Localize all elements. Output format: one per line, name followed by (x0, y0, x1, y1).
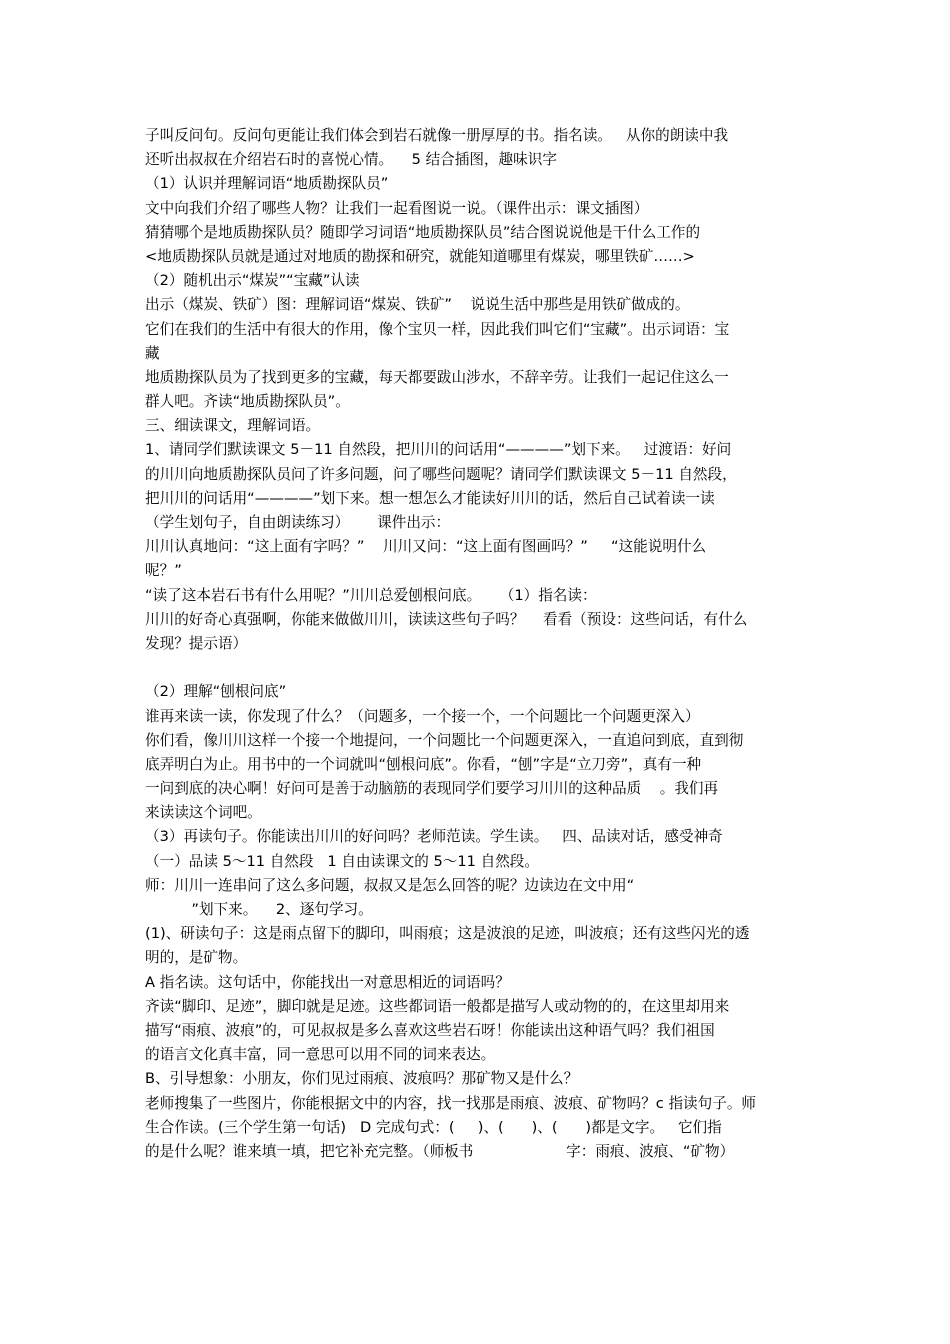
text-line: 的川川向地质勘探队员问了许多问题，问了哪些问题呢？请同学们默读课文 5－11 自然段， (145, 465, 737, 483)
text-line: （2）理解“刨根问底” (145, 683, 287, 701)
text-line (145, 656, 810, 680)
text-line: 出示（煤炭、铁矿）图：理解词语“煤炭、铁矿” 说说生活中那些是用铁矿做成的。 (145, 296, 690, 314)
text-line: 川川的好奇心真强啊，你能来做做川川，读读这些句子吗？ 看看（预设：这些问话，有什么 (145, 610, 748, 628)
text-line: 师：川川一连串问了这么多问题，叔叔又是怎么回答的呢？边读边在文中用“ (145, 876, 635, 894)
text-line: 的语言文化真丰富，同一意思可以用不同的词来表达。 (145, 1046, 496, 1064)
text-line: 藏 (145, 344, 160, 362)
document-body (145, 124, 810, 1164)
text-line: 它们在我们的生活中有很大的作用，像个宝贝一样，因此我们叫它们“宝藏”。出示词语：宝 (145, 320, 730, 338)
text-line: 川川认真地问：“这上面有字吗？” 川川又问：“这上面有图画吗？” “这能说明什么 (145, 538, 707, 556)
text-line: 一问到底的决心啊！好问可是善于动脑筋的表现同学们要学习川川的这种品质 。我们再 (145, 780, 719, 798)
text-line: 描写“雨痕、波痕”的，可见叔叔是多么喜欢这些岩石呀！你能读出这种语气吗？我们祖国 (145, 1021, 715, 1039)
text-line: 1、请同学们默读课文 5－11 自然段，把川川的问话用“————”划下来。 过渡语：好问 (145, 441, 732, 459)
text-line: 生合作读。(三个学生第一句话) D 完成句式：( )、( )、( )都是文字。 它们指 (145, 1118, 722, 1136)
text-line: B、引导想象：小朋友，你们见过雨痕、波痕吗？那矿物又是什么？ (145, 1070, 579, 1088)
text-line: （学生划句子，自由朗读练习） 课件出示： (145, 514, 451, 531)
text-line: （3）再读句子。你能读出川川的好问吗？老师范读。学生读。 四、品读对话，感受神奇 (145, 828, 723, 846)
text-line: (1)、研读句子：这是雨点留下的脚印，叫雨痕；这是波浪的足迹，叫波痕；还有这些闪光的透 (145, 925, 750, 943)
text-line: 明的，是矿物。 (145, 949, 248, 967)
text-line: 猜猜哪个是地质勘探队员？随即学习词语“地质勘探队员”结合图说说他是干什么工作的 (145, 223, 701, 241)
text-line: A 指名读。这句话中，你能找出一对意思相近的词语吗？ (145, 973, 510, 991)
text-line: 你们看，像川川这样一个接一个地提问，一个问题比一个问题更深入，一直追问到底，直到彻 (145, 731, 744, 749)
text-line: 还听出叔叔在介绍岩石时的喜悦心情。 5 结合插图，趣味识字 (145, 151, 557, 169)
text-line: （一）品读 5～11 自然段 1 自由读课文的 5～11 自然段。 (145, 852, 539, 870)
text-line: 底弄明白为止。用书中的一个词就叫“刨根问底”。你看，“刨”字是“立刀旁”，真有一种 (145, 755, 702, 773)
text-line: 把川川的问话用“————”划下来。想一想怎么才能读好川川的话，然后自己试着读一读 (145, 489, 715, 507)
text-line: 齐读“脚印、足迹”，脚印就是足迹。这些都词语一般都是描写人或动物的的，在这里却用来 (145, 997, 730, 1015)
text-line: 的是什么呢？谁来填一填，把它补充完整。（师板书 字：雨痕、波痕、“矿物） (145, 1142, 735, 1160)
text-line: 子叫反问句。反问句更能让我们体会到岩石就像一册厚厚的书。指名读。 从你的朗读中我 (145, 127, 729, 144)
text-line: ”划下来。 2、逐句学习。 (145, 901, 373, 918)
text-line: 地质勘探队员为了找到更多的宝藏，每天都要跋山涉水，不辞辛劳。让我们一起记住这么一 (145, 368, 729, 386)
text-line: （1）认识并理解词语“地质勘探队员” (145, 175, 389, 193)
text-line: 谁再来读一读，你发现了什么？（问题多，一个接一个，一个问题比一个问题更深入） (145, 707, 700, 725)
text-line: 来读读这个词吧。 (145, 804, 262, 822)
text-line: 群人吧。齐读“地质勘探队员”。 (145, 393, 350, 411)
text-line: 三、细读课文，理解词语。 (145, 417, 321, 435)
text-line: <地质勘探队员就是通过对地质的勘探和研究，就能知道哪里有煤炭，哪里铁矿……> (145, 247, 695, 265)
text-line: 发现？提示语） (145, 634, 248, 652)
text-line: （2）随机出示“煤炭”“宝藏”认读 (145, 272, 360, 290)
text-line: 老师搜集了一些图片，你能根据文中的内容，找一找那是雨痕、波痕、矿物吗？c 指读句子。师 (145, 1094, 757, 1112)
text-line: “读了这本岩石书有什么用呢？”川川总爱刨根问底。 （1）指名读： (145, 586, 597, 604)
text-line: 呢？” (145, 562, 182, 580)
text-line: 文中向我们介绍了哪些人物？让我们一起看图说一说。（课件出示：课文插图） (145, 199, 649, 217)
